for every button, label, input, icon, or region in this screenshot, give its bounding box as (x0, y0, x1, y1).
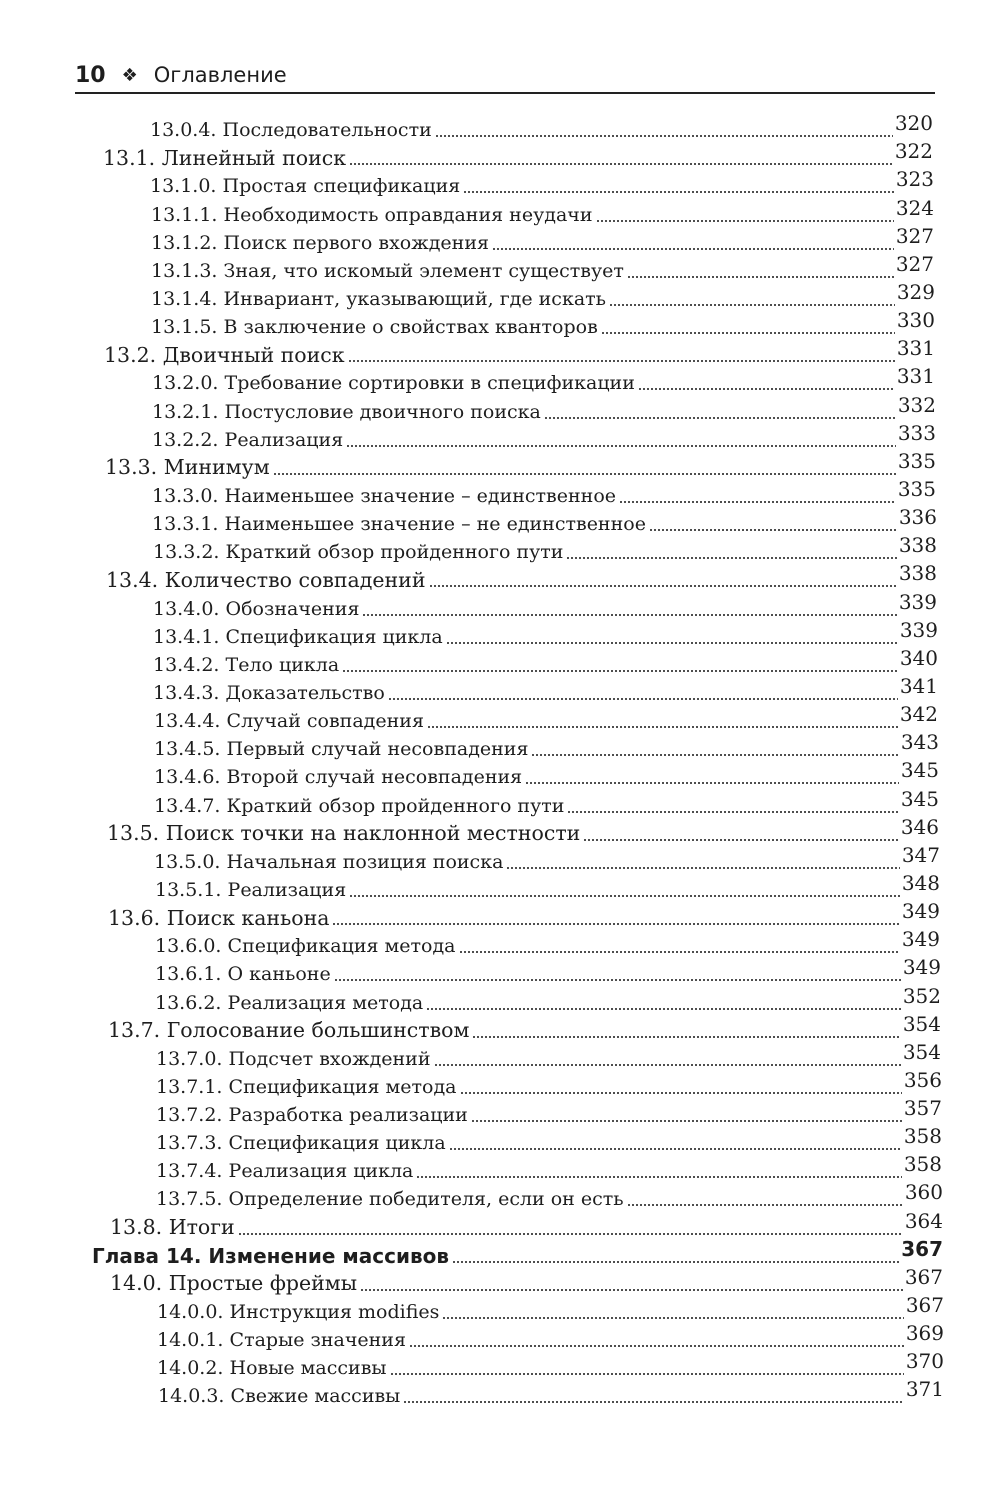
toc-entry (110, 1208, 943, 1240)
toc-entry-number: Глава 14. (92, 1243, 202, 1268)
toc-entry-page: 364 (904, 1208, 943, 1233)
toc-entry (155, 955, 941, 987)
toc-entry-number: 13.6.1. (155, 963, 222, 986)
toc-entry-number: 13.7.3. (156, 1132, 223, 1155)
toc-entry-label (150, 177, 460, 199)
toc-entry-title: Краткий обзор пройденного пути (225, 541, 564, 564)
running-header (75, 58, 935, 94)
toc-entry-label (152, 374, 635, 396)
toc-entry-title: Наименьшее значение – не единственное (224, 513, 646, 536)
toc-entry-label (156, 1134, 446, 1156)
toc-entry (92, 1236, 943, 1269)
toc-entry-number: 13.1.3. (151, 259, 218, 282)
dot-leader (342, 670, 898, 672)
toc-entry-label (110, 1217, 235, 1241)
toc-entry-number: 13.7.0. (156, 1047, 223, 1070)
toc-entry-page: 367 (904, 1264, 943, 1289)
toc-entry-page: 367 (905, 1293, 944, 1318)
toc-entry-title: Спецификация цикла (225, 625, 443, 648)
toc-entry-title: Обозначения (225, 597, 360, 620)
dot-leader (609, 304, 895, 306)
toc-entry-number: 13.4.2. (153, 653, 220, 676)
toc-entry-number: 13.6.0. (155, 935, 222, 958)
toc-entry-page: 349 (901, 927, 940, 952)
toc-entry-label (158, 1387, 400, 1409)
toc-entry-title: Случай совпадения (226, 710, 424, 733)
toc-entry-title: Спецификация метода (228, 1075, 457, 1098)
toc-entry-title: Краткий обзор пройденного пути (226, 794, 565, 817)
toc-entry-number: 13.1.0. (150, 175, 217, 198)
toc-entry-label (151, 318, 598, 340)
toc-entry-page: 371 (905, 1377, 944, 1402)
toc-entry-page: 335 (897, 448, 936, 473)
dot-leader (426, 1008, 901, 1010)
toc-entry-page: 339 (899, 617, 938, 642)
dot-leader (348, 360, 895, 362)
toc-entry-label (151, 259, 624, 284)
toc-entry-label (157, 1331, 406, 1353)
dot-leader (427, 726, 898, 728)
toc-entry-number: 13.4.3. (153, 681, 220, 704)
dot-leader (273, 473, 896, 475)
toc-entry (153, 589, 937, 621)
toc-entry (150, 111, 933, 143)
toc-entry-number: 13.4.0. (153, 597, 220, 620)
toc-entry-page: 342 (899, 702, 938, 727)
toc-entry-label (104, 342, 345, 369)
dot-leader (459, 951, 900, 953)
toc-entry (151, 195, 934, 227)
toc-entry (156, 1096, 942, 1128)
dot-leader (349, 163, 893, 165)
toc-entry-label (156, 1106, 468, 1128)
toc-entry (154, 758, 939, 790)
toc-entry (154, 730, 939, 762)
table-of-contents (0, 111, 1000, 1409)
dot-leader (332, 923, 899, 925)
toc-entry (152, 364, 935, 396)
toc-entry-label (92, 1243, 450, 1269)
toc-entry-number: 13.4.5. (154, 738, 221, 761)
dot-leader (583, 839, 898, 841)
toc-entry (156, 1152, 942, 1184)
toc-entry (151, 279, 935, 312)
dot-leader (449, 1148, 902, 1150)
toc-entry-page: 345 (900, 758, 939, 783)
toc-entry-title: Определение победителя, если он есть (228, 1188, 624, 1211)
toc-entry-title: Первый случай несовпадения (226, 738, 529, 761)
toc-entry-title: Спецификация цикла (228, 1132, 446, 1155)
toc-entry-number: 13.6.2. (155, 991, 222, 1014)
toc-entry-label (105, 457, 270, 481)
toc-entry-number: 13.2. (104, 342, 157, 367)
toc-entry-title: Новые массивы (229, 1357, 387, 1380)
dot-leader (525, 782, 899, 784)
toc-entry (107, 814, 939, 847)
toc-entry-page: 369 (905, 1321, 944, 1346)
toc-entry-label (155, 965, 331, 987)
toc-entry-title: Линейный поиск (161, 145, 347, 170)
toc-entry-number: 14.0. (110, 1271, 163, 1296)
toc-entry-label (152, 428, 344, 453)
toc-entry (156, 1180, 943, 1212)
toc-entry-number: 13.4.4. (154, 710, 221, 733)
dot-leader (463, 191, 894, 193)
dot-leader (544, 417, 896, 419)
toc-entry-label (156, 1047, 431, 1072)
toc-entry-page: 340 (899, 645, 938, 670)
toc-entry-label (154, 740, 528, 762)
toc-entry-label (153, 597, 360, 622)
toc-entry (156, 1039, 941, 1072)
dot-leader (409, 1345, 904, 1347)
toc-entry-label (153, 681, 385, 706)
toc-entry (152, 392, 936, 424)
dot-leader (403, 1401, 904, 1403)
toc-entry-title: Требование сортировки в спецификации (224, 372, 635, 395)
dot-leader (627, 276, 894, 278)
toc-entry (152, 420, 936, 453)
toc-entry (150, 167, 934, 199)
toc-entry-number: 13.7. (108, 1018, 161, 1043)
toc-entry (104, 336, 935, 368)
toc-entry-number: 13.3.2. (153, 541, 220, 564)
toc-entry-page: 336 (898, 505, 937, 530)
toc-entry-title: Последовательности (222, 119, 432, 142)
toc-entry-title: Простые фреймы (168, 1271, 358, 1296)
toc-entry-number: 13.1.2. (151, 231, 218, 254)
toc-entry-page: 339 (898, 589, 937, 614)
toc-entry (106, 561, 937, 593)
toc-entry-number: 13.3.0. (152, 484, 219, 507)
toc-entry-number: 13.7.5. (156, 1188, 223, 1211)
toc-entry-number: 14.0.3. (158, 1385, 225, 1408)
toc-entry (158, 1377, 944, 1409)
toc-entry-page: 346 (900, 814, 939, 839)
dot-leader (435, 135, 893, 137)
toc-entry-number: 13.5.1. (155, 878, 222, 901)
toc-entry-title: Инвариант, указывающий, где искать (223, 287, 606, 310)
toc-entry-title: Изменение массивов (208, 1243, 450, 1268)
toc-entry-title: В заключение о свойствах кванторов (223, 316, 598, 339)
toc-entry-number: 13.2.1. (152, 400, 219, 423)
toc-entry-page: 354 (902, 1039, 941, 1064)
dot-leader (638, 388, 895, 390)
toc-entry-label (155, 937, 456, 959)
toc-entry (157, 1321, 944, 1353)
toc-entry-label (156, 1075, 457, 1100)
toc-entry-page: 370 (905, 1349, 944, 1374)
toc-entry (154, 702, 938, 734)
toc-entry-page: 347 (901, 842, 940, 867)
dot-leader (619, 501, 896, 503)
toc-entry-number: 13.1.5. (151, 316, 218, 339)
dot-leader (566, 557, 896, 559)
toc-entry-label (153, 625, 443, 650)
toc-entry-label (156, 1190, 624, 1212)
dot-leader (416, 1176, 901, 1178)
toc-entry-label (154, 850, 504, 875)
toc-entry-label (151, 231, 489, 256)
ornament-icon: ❖ (121, 64, 138, 86)
toc-entry-title: Необходимость оправдания неудачи (223, 203, 593, 226)
toc-entry-label (110, 1273, 357, 1297)
toc-entry-title: Поиск первого вхождения (223, 231, 489, 254)
toc-entry-title: Количество совпадений (164, 567, 426, 592)
toc-entry-page: 329 (896, 279, 935, 304)
toc-entry-label (150, 121, 432, 143)
toc-entry-title: Реализация (227, 878, 347, 901)
dot-leader (334, 979, 901, 981)
dot-leader (472, 1036, 900, 1038)
toc-entry-title: Итоги (168, 1215, 235, 1240)
toc-entry-page: 356 (903, 1067, 942, 1092)
toc-entry (151, 308, 935, 340)
toc-entry (155, 927, 940, 959)
dot-leader (649, 529, 897, 531)
toc-entry-label (107, 823, 580, 847)
toc-entry-page: 320 (894, 111, 933, 136)
toc-entry-number: 13.1. (103, 145, 156, 170)
toc-entry-title: Минимум (163, 455, 270, 480)
toc-entry-page: 341 (899, 673, 938, 698)
toc-entry-page: 327 (895, 251, 934, 276)
dot-leader (492, 248, 894, 250)
toc-entry-page: 345 (900, 786, 939, 811)
dot-leader (601, 332, 895, 334)
running-title: Оглавление (153, 63, 287, 87)
toc-entry-title: Поиск точки на наклонной местности (165, 821, 581, 846)
toc-entry-page: 324 (895, 195, 934, 220)
toc-entry-title: Постусловие двоичного поиска (224, 400, 541, 423)
toc-entry-label (106, 567, 426, 594)
toc-entry-page: 338 (898, 533, 937, 558)
toc-entry (156, 1067, 942, 1100)
dot-leader (460, 1092, 902, 1094)
toc-entry-number: 13.2.0. (152, 372, 219, 395)
toc-entry-label (108, 905, 330, 932)
toc-entry (157, 1349, 944, 1381)
toc-entry-label (157, 1303, 439, 1325)
toc-entry-page: 331 (896, 364, 935, 389)
toc-entry (108, 899, 940, 931)
toc-entry (153, 617, 938, 650)
toc-entry-title: Подсчет вхождений (228, 1047, 431, 1070)
toc-entry-page: 331 (896, 336, 935, 361)
toc-entry (103, 139, 933, 171)
toc-entry-title: Доказательство (225, 681, 385, 704)
dot-leader (390, 1373, 904, 1375)
toc-entry (154, 786, 939, 818)
toc-entry-page: 335 (897, 476, 936, 501)
toc-entry-title: Зная, что искомый элемент существует (223, 259, 624, 282)
toc-entry-page: 354 (902, 1011, 941, 1036)
toc-entry-title: Второй случай несовпадения (226, 766, 523, 789)
toc-entry-label (155, 991, 424, 1016)
dot-leader (362, 614, 896, 616)
toc-entry (155, 870, 940, 903)
toc-entry-title: Инструкция modifies (229, 1301, 440, 1324)
toc-entry (153, 645, 938, 678)
toc-entry-label (154, 794, 565, 819)
toc-entry-number: 13.1.4. (151, 287, 218, 310)
toc-entry-page: 358 (903, 1152, 942, 1177)
toc-entry-number: 13.2.2. (152, 428, 219, 451)
toc-entry-number: 13.7.2. (156, 1104, 223, 1127)
toc-entry-label (151, 287, 606, 312)
dot-leader (346, 445, 896, 447)
toc-entry-label (154, 768, 522, 790)
toc-entry-label (155, 878, 347, 903)
dot-leader (442, 1317, 903, 1319)
toc-entry-title: Реализация метода (227, 991, 424, 1014)
toc-entry-label (151, 203, 593, 228)
toc-entry (156, 1124, 942, 1156)
dot-leader (238, 1233, 903, 1235)
toc-entry (152, 476, 936, 509)
dot-leader (531, 754, 898, 756)
dot-leader (506, 867, 899, 869)
dot-leader (567, 811, 898, 813)
toc-entry (155, 983, 941, 1015)
toc-entry (105, 448, 936, 481)
toc-entry-title: Старые значения (229, 1329, 406, 1352)
toc-entry (110, 1264, 943, 1297)
toc-entry-label (152, 484, 616, 509)
toc-entry-page: 348 (901, 870, 940, 895)
toc-entry-title: Свежие массивы (230, 1385, 401, 1408)
toc-entry-title: Начальная позиция поиска (226, 850, 504, 873)
dot-leader (596, 220, 894, 222)
toc-entry-title: Голосование большинством (166, 1018, 470, 1043)
toc-entry-page: 358 (903, 1124, 942, 1149)
toc-entry-title: О каньоне (227, 963, 331, 986)
toc-entry (108, 1011, 941, 1044)
toc-entry-label (152, 400, 541, 425)
toc-entry-label (153, 543, 563, 565)
toc-entry-page: 343 (900, 730, 939, 755)
toc-entry-title: Реализация (224, 428, 344, 451)
toc-entry-number: 13.5. (107, 821, 160, 846)
toc-entry (153, 673, 938, 706)
toc-entry-number: 13.6. (108, 905, 161, 930)
page-number: 10 (75, 62, 106, 88)
toc-entry-number: 13.5.0. (154, 850, 221, 873)
toc-entry-number: 13.7.1. (156, 1075, 223, 1098)
toc-entry-label (152, 515, 646, 537)
toc-entry-page: 327 (895, 223, 934, 248)
toc-entry-page: 323 (895, 167, 934, 192)
toc-entry-number: 14.0.1. (157, 1329, 224, 1352)
toc-entry (152, 505, 937, 537)
dot-leader (434, 1064, 901, 1066)
toc-entry-number: 13.0.4. (150, 119, 217, 142)
dot-leader (446, 642, 898, 644)
dot-leader (627, 1204, 903, 1206)
toc-entry-page: 338 (898, 561, 937, 586)
toc-entry-number: 13.4.1. (153, 625, 220, 648)
toc-entry-number: 13.4.7. (154, 794, 221, 817)
toc-entry-title: Двоичный поиск (162, 342, 345, 367)
dot-leader (452, 1261, 899, 1263)
toc-entry-title: Спецификация метода (227, 935, 456, 958)
toc-entry-page: 367 (901, 1236, 943, 1261)
toc-entry-page: 333 (897, 420, 936, 445)
toc-entry-page: 352 (902, 983, 941, 1008)
toc-entry-number: 13.1.1. (151, 203, 218, 226)
toc-entry-page: 330 (896, 308, 935, 333)
toc-entry-number: 13.3.1. (152, 513, 219, 536)
toc-entry-title: Разработка реализации (228, 1104, 468, 1127)
toc-entry-label (103, 145, 347, 172)
toc-entry-label (108, 1020, 469, 1044)
toc-entry-number: 14.0.2. (157, 1357, 224, 1380)
toc-entry-number: 13.7.4. (156, 1160, 223, 1183)
toc-entry-title: Реализация цикла (228, 1160, 414, 1183)
toc-entry-title: Наименьшее значение – единственное (224, 484, 616, 507)
toc-entry (157, 1293, 944, 1325)
dot-leader (388, 698, 898, 700)
dot-leader (429, 585, 897, 587)
toc-entry-title: Простая спецификация (222, 175, 461, 198)
toc-entry-title: Поиск каньона (166, 905, 330, 930)
toc-entry-page: 357 (903, 1096, 942, 1121)
dot-leader (349, 895, 900, 897)
toc-entry-page: 349 (901, 899, 940, 924)
toc-entry-number: 14.0.0. (157, 1301, 224, 1324)
toc-entry-page: 349 (902, 955, 941, 980)
toc-entry-title: Тело цикла (225, 653, 340, 676)
toc-entry-label (153, 653, 340, 678)
toc-entry-number: 13.3. (105, 455, 158, 480)
toc-entry-page: 360 (904, 1180, 943, 1205)
toc-entry (151, 251, 934, 284)
toc-entry-page: 322 (894, 139, 933, 164)
toc-entry-label (154, 712, 424, 734)
toc-entry-page: 332 (897, 392, 936, 417)
toc-entry (153, 533, 937, 565)
dot-leader (471, 1120, 902, 1122)
toc-entry-label (156, 1162, 413, 1184)
toc-entry-label (157, 1359, 387, 1381)
toc-entry (154, 842, 940, 875)
dot-leader (360, 1289, 903, 1291)
toc-entry-number: 13.8. (110, 1215, 163, 1240)
toc-entry-number: 13.4.6. (154, 766, 221, 789)
toc-entry-number: 13.4. (106, 567, 159, 592)
toc-entry (151, 223, 934, 256)
